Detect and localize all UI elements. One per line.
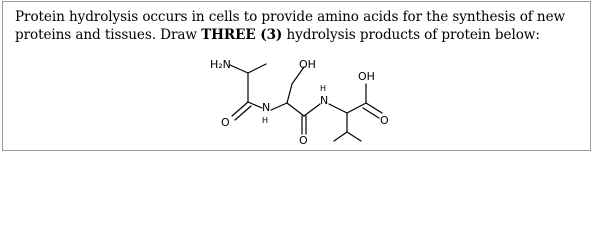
bond-amide-n-1-to-alpha-carbon-2 (271, 103, 287, 110)
bond-alpha-2-to-carbonyl-2 (287, 103, 304, 116)
bond-n-to-alpha-carbon-1 (230, 65, 248, 73)
hydroxyl-label-right: OH (358, 70, 375, 83)
question-line-1: Protein hydrolysis occurs in cells to provide amino acids for the synthesis of new (15, 9, 566, 25)
bond-carbonyl-1-double-a (232, 102, 248, 116)
amide-2-hydrogen-label: H (320, 84, 327, 93)
amide-1-nitrogen-label: N (262, 101, 271, 114)
structure-atom-labels (210, 58, 389, 147)
bond-alpha-2-to-side-chain (287, 84, 292, 103)
question-emphasis: THREE (3) (201, 27, 283, 43)
hydroxyl-label-top: OH (299, 58, 316, 71)
bond-isopropyl-left-methyl (334, 132, 347, 141)
bond-methyl-side-chain (248, 64, 266, 73)
amine-label: H₂N (210, 58, 231, 71)
question-line-2-end: hydrolysis products of protein below: (282, 27, 540, 43)
amide-1-hydrogen-label: H (262, 116, 269, 125)
question-line-2-start: proteins and tissues. Draw (15, 27, 202, 43)
bond-amide-n-2-to-alpha-carbon-3 (329, 104, 347, 113)
oxygen-label-middle: O (299, 134, 308, 147)
bond-isopropyl-right-methyl (347, 132, 361, 141)
bond-carbonyl-2-to-amide-n-2 (304, 104, 320, 116)
amide-2-nitrogen-label: N (320, 94, 329, 107)
bond-carbonyl-1-double-b (235, 106, 251, 120)
oxygen-label-left: O (221, 116, 230, 129)
oxygen-label-right: O (380, 114, 389, 127)
